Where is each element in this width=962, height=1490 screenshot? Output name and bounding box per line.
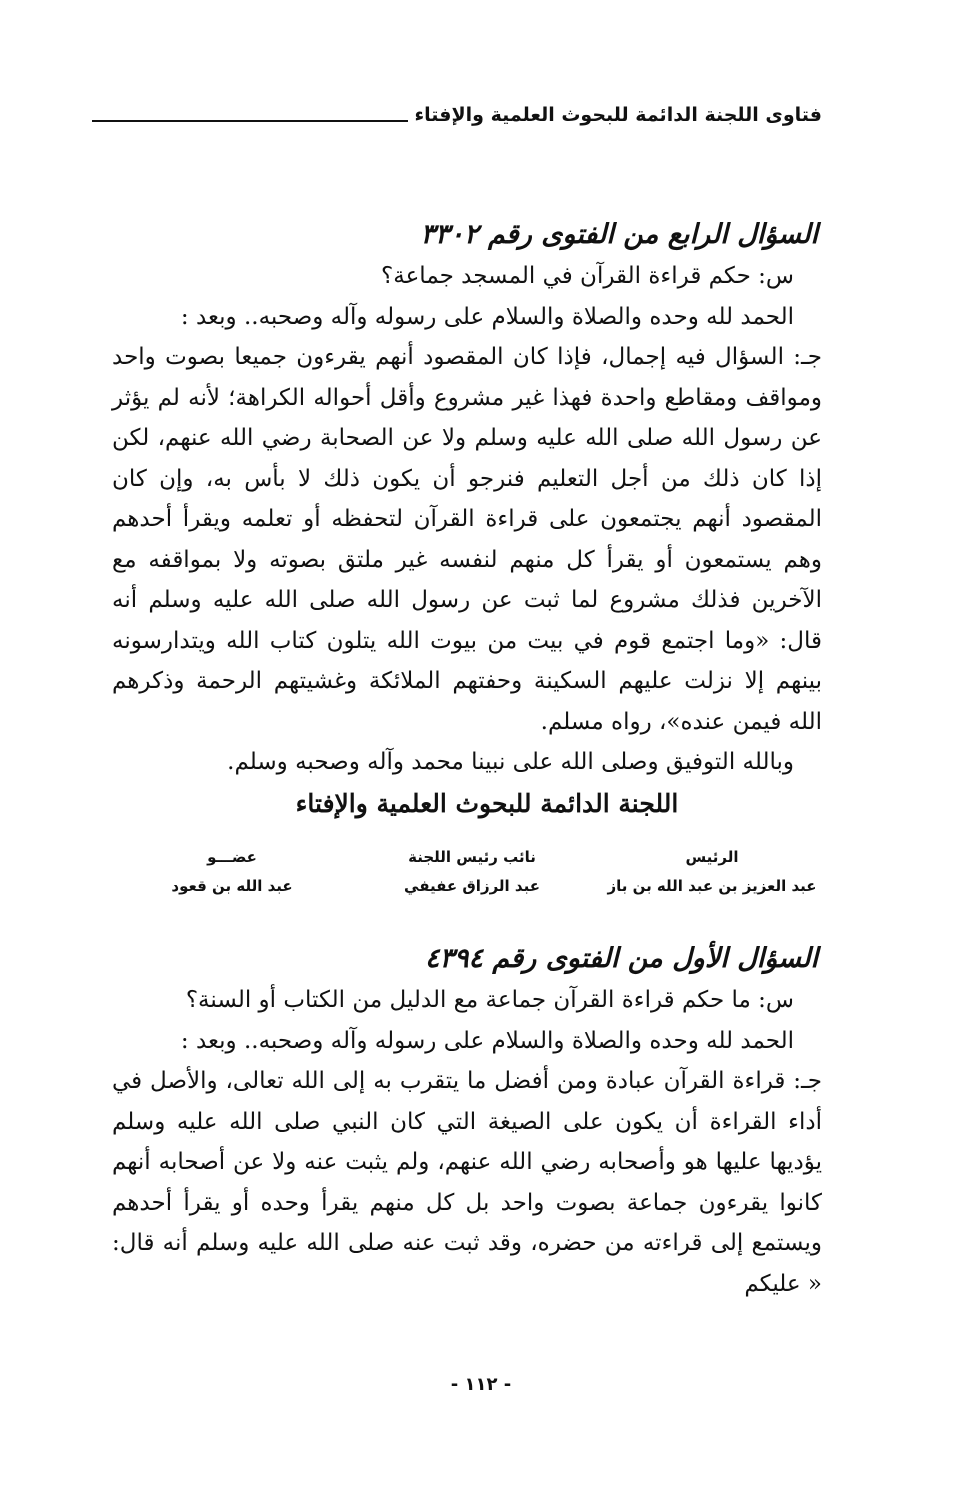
signature-name: عبد الله بن قعود [171,877,293,895]
page-number: - ١١٢ - [450,1374,512,1395]
signatures [122,846,822,898]
fatwa-3302-title: السؤال الرابع من الفتوى رقم ٣٣٠٢ [420,219,818,250]
signature-role: نائب رئيس اللجنة [408,848,536,866]
committee-name: اللجنة الدائمة للبحوث العلمية والإفتاء [295,788,679,818]
signature-role: الرئيس [685,848,739,866]
signature-name: عبد العزيز بن عبد الله بن باز [607,877,817,895]
fatwa-3302-closing: وبالله التوفيق وصلى الله على نبينا محمد وآله وصحبه وسلم. [227,749,794,775]
fatwa-3302-answer: جـ: السؤال فيه إجمال، فإذا كان المقصود أنهم يقرءون جميعا بصوت واحد ومواقف ومقاطع واحدة فهذا غير مشروع وأقل أحواله الكراهة؛ لأنه لم يؤثر عن رسول الله صلى الله عليه وسلم ولا عن الصحابة رضي الله عنهم، لكن إذا كان ذلك من أجل التعليم فنرجو أن يكون ذلك لا بأس به، وإن كان المقصود أنهم يجتمعون على قراءة القرآن لتحفظه أو تعلمه ويقرأ أحدهم وهم يستمعون أو يقرأ كل منهم لنفسه غير ملتق بصوته ولا بمواقفه مع الآخرين فذلك مشروع لما ثبت عن رسول الله صلى الله عليه وسلم أنه قال: «وما اجتمع قوم في بيت من بيوت الله يتلون كتاب الله ويتدارسونه بينهم إلا نزلت عليهم السكينة وحفتهم الملائكة وغشيتهم الرحمة وذكرهم الله فيمن عنده»، رواه مسلم. [112,344,822,735]
signature-role: عضـــو [207,848,257,866]
fatwa-4394-section [112,938,822,1304]
fatwa-3302-question: س: حكم قراءة القرآن في المسجد جماعة؟ [381,263,794,289]
fatwa-4394-answer: جـ: قراءة القرآن عبادة ومن أفضل ما يتقرب به إلى الله تعالى، والأصل في أداء القراءة أن يكون على الصيغة التي كان النبي صلى الله عليه وسلم يؤديها عليها هو وأصحابه رضي الله عنهم، ولم يثبت عنه ولا عن أصحابه أنهم كانوا يقرءون جماعة بصوت واحد بل كل منهم يقرأ وحده أو يقرأ أحدهم ويستمع إلى قراءته من حضره، وقد ثبت عنه صلى الله عليه وسلم أنه قال: « عليكم [112,1068,822,1297]
fatwa-4394-question: س: ما حكم قراءة القرآن جماعة مع الدليل من الكتاب أو السنة؟ [185,987,794,1013]
signature-member [122,846,342,898]
fatwa-4394-praise: الحمد لله وحده والصلاة والسلام على رسوله وآله وصحبه.. وبعد : [180,1027,794,1054]
fatwa-3302-section [112,214,822,825]
signature-vice-president [362,846,582,898]
running-header [92,104,822,126]
header-rule [92,120,408,122]
fatwa-4394-title: السؤال الأول من الفتوى رقم ٤٣٩٤ [425,943,818,974]
signature-president [602,846,822,898]
signature-name: عبد الرزاق عفيفي [404,877,540,895]
fatwa-3302-praise: الحمد لله وحده والصلاة والسلام على رسوله وآله وصحبه.. وبعد : [180,303,794,330]
running-header-title: فتاوى اللجنة الدائمة للبحوث العلمية والإفتاء [414,104,822,126]
